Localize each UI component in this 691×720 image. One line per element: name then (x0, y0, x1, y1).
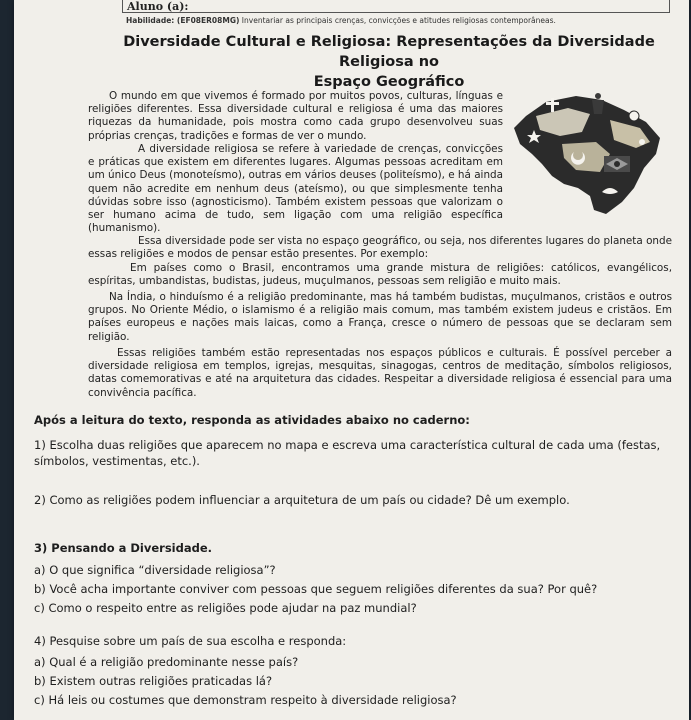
map-globe-symbol (614, 161, 620, 167)
candle-icon (639, 139, 645, 145)
page-title (114, 32, 664, 92)
question-4b: b) Existem outras religiões praticadas lá? (34, 674, 273, 688)
paragraph-3: Essa diversidade pode ser vista no espaço geográfico, ou seja, nos diferentes lugares do planeta onde essas religiões e modos de pensar estão presentes. Por exemplo: (88, 235, 672, 261)
question-1: 1) Escolha duas religiões que aparecem no mapa e escreva uma característica cultural de cada uma (festas, símbolos, vestimentas, etc.). (34, 438, 661, 468)
yin-yang-icon (629, 111, 639, 121)
paragraph-6: Essas religiões também estão representadas nos espaços públicos e culturais. É possível perceber a diversidade religiosa em templos, igrejas, mesquitas, sinagogas, centros de meditação, símbolos religiosos, datas comemorativas e até na arquitetura das cidades. Respeitar a diversidade religiosa é essencial para uma convivência pacífica. (88, 347, 672, 399)
skill-text: Inventariar as principais crenças, convicções e atitudes religiosas contemporâneas. (239, 16, 556, 25)
paragraph-4: Em países como o Brasil, encontramos uma grande mistura de religiões: católicos, evangélicos, espíritas, umbandistas, budistas, judeus, muçulmanos, pessoas sem religião e muito mais. (88, 262, 672, 288)
question-4: 4) Pesquise sobre um país de sua escolha e responda: (34, 634, 347, 648)
title-line-1: Diversidade Cultural e Religiosa: Representações da Diversidade Religiosa no (123, 34, 655, 70)
question-3: 3) Pensando a Diversidade. (34, 541, 213, 555)
title-line-2: Espaço Geográfico (313, 74, 465, 90)
question-3b: b) Você acha importante conviver com pessoas que seguem religiões diferentes da sua? Por quê? (34, 582, 598, 596)
activities-intro: Após a leitura do texto, responda as atividades abaixo no caderno: (34, 413, 470, 427)
paragraph-2: A diversidade religiosa se refere à variedade de crenças, convicções e práticas que existem em diferentes lugares. Algumas pessoas acreditam em um único Deus (monoteísmo), outras em vários deuses (politeísmo), e há ainda quem não acredite em nenhum deus (ateísmo), ou que simplesmente tenha dúvidas sobre isso (agnosticismo). Também existem pessoas que valorizam o ser humano acima de tudo, sem ligação com uma religião específica (humanismo). (88, 143, 503, 235)
paragraph-1: O mundo em que vivemos é formado por muitos povos, culturas, línguas e religiões diferentes. Essa diversidade cultural e religiosa é uma das maiores riquezas da humanidade, pois mostra como cada grupo desenvolveu suas próprias crenças, tradições e formas de ver o mundo. (88, 90, 503, 142)
paragraph-5: Na Índia, o hinduísmo é a religião predominante, mas há também budistas, muçulmanos, cristãos e outros grupos. No Oriente Médio, o islamismo é a religião mais comum, mas também existem judeus e cristãos. Em países europeus e nações mais laicas, como a França, cresce o número de pessoas que se declaram sem religião. (88, 291, 672, 343)
question-3a: a) O que significa “diversidade religiosa”? (34, 563, 276, 577)
question-2: 2) Como as religiões podem influenciar a arquitetura de um país ou cidade? Dê um exemplo. (34, 493, 570, 507)
question-4c: c) Há leis ou costumes que demonstram respeito à diversidade religiosa? (34, 693, 457, 707)
figure-icon (595, 93, 601, 99)
brazil-religions-map (506, 92, 664, 218)
skill-code: Habilidade: (EF08ER08MG) (126, 16, 240, 25)
student-label: Aluno (a): (127, 0, 189, 13)
statue-icon (592, 100, 604, 114)
question-3c: c) Como o respeito entre as religiões pode ajudar na paz mundial? (34, 601, 417, 615)
worksheet-page (14, 0, 689, 720)
question-4a: a) Qual é a religião predominante nesse país? (34, 655, 299, 669)
skill-line (126, 16, 556, 25)
student-name-field[interactable] (122, 0, 670, 13)
